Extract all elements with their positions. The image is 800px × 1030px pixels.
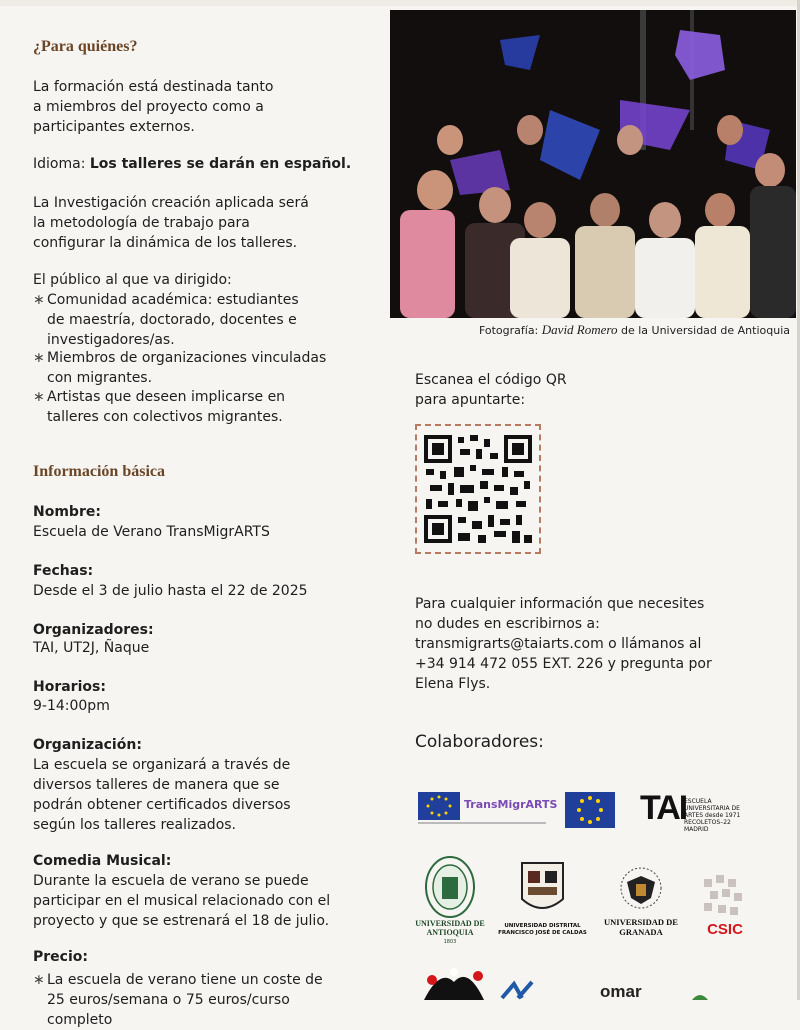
list-item-text: Comunidad académica: estudiantes de maestría, doctorado, docentes e investigadores/as. (47, 292, 299, 348)
bullet-star-icon: ∗ (33, 350, 45, 366)
idioma-label: Idioma: (33, 156, 86, 172)
tai-logo (640, 788, 760, 832)
jester-hat-icon (420, 962, 490, 1000)
csic-logo (700, 875, 750, 943)
comedia-label: Comedia Musical: (33, 853, 172, 869)
list-item-text: Artistas que deseen implicarse en talleres con colectivos migrantes. (47, 389, 286, 425)
publico-intro: El público al que va dirigido: (33, 272, 232, 288)
intro-paragraph: La formación está destinada tanto a miembros del proyecto como a participantes externos. (33, 79, 274, 135)
tai-subtitle: ESCUELA UNIVERSITARIA DE ARTES desde 1971 RECOLETOS–22 MADRID (684, 798, 741, 833)
caption-prefix: Fotografía: (478, 324, 539, 337)
nombre-label: Nombre: (33, 504, 101, 520)
organizacion-label: Organización: (33, 737, 142, 753)
antioquia-seal-icon (414, 855, 486, 919)
fechas-label: Fechas: (33, 563, 94, 579)
idioma-value: Los talleres se darán en español. (89, 156, 352, 172)
colaboradores-heading: Colaboradores: (415, 732, 544, 752)
list-item-text: La escuela de verano tiene un coste de 25 euros/semana o 75 euros/curso completo (47, 972, 323, 1028)
organizacion-value: La escuela se organizará a través de diversos talleres de manera que se podrán obtener certificados diversos según los talleres realizados. (33, 757, 291, 833)
qr-code[interactable] (424, 435, 532, 543)
csic-emblem-icon (700, 875, 750, 921)
list-item-text: Miembros de organizaciones vinculadas con migrantes. (47, 350, 327, 386)
distrital-name: UNIVERSIDAD DISTRITAL FRANCISCO JOSÉ DE CALDAS (498, 923, 587, 936)
section-heading-informacion: Información básica (33, 463, 165, 480)
photo-caption (390, 322, 790, 338)
distrital-shield-icon (495, 855, 590, 921)
transmigrarts-wordmark: TransMigrARTS (464, 798, 558, 811)
distrital-logo (495, 855, 590, 945)
caption-suffix: de la Universidad de Antioquia (620, 324, 790, 337)
bullet-star-icon: ∗ (33, 389, 45, 405)
organizadores-value: TAI, UT2J, Ñaque (33, 640, 150, 656)
omar-logo: omar (600, 982, 642, 1001)
csic-wordmark: CSIC (707, 921, 743, 938)
granada-eagle-icon (603, 862, 679, 914)
precio-label: Precio: (33, 949, 88, 965)
comedia-value: Durante la escuela de verano se puede participar en el musical relacionado con el proyecto y que se estrenará el 18 de julio. (33, 873, 331, 929)
dancers-photo (390, 10, 796, 318)
organizadores-label: Organizadores: (33, 622, 154, 638)
section-heading-para-quienes: ¿Para quiénes? (33, 38, 138, 55)
nombre-value: Escuela de Verano TransMigrARTS (33, 524, 270, 540)
horarios-label: Horarios: (33, 679, 106, 695)
eu-flag-icon (565, 792, 615, 828)
antioquia-name: UNIVERSIDAD DE ANTIOQUIA (415, 919, 485, 937)
photo-illustration (390, 10, 796, 318)
methodology-paragraph: La Investigación creación aplicada será la metodología de trabajo para configurar la dinámica de los talleres. (33, 195, 309, 251)
contact-info: Para cualquier información que necesites no dudes en escribirnos a: transmigrarts@taiarts.com o llámanos al +34 914 472 055 EXT. 226 y pregunta por Elena Flys. (415, 596, 712, 692)
green-leaf-icon (690, 990, 710, 1000)
horarios-value: 9-14:00pm (33, 698, 110, 714)
wave-logo-icon (500, 980, 540, 1000)
granada-logo (603, 862, 679, 942)
antioquia-year: 1803 (443, 939, 457, 945)
fechas-value: Desde el 3 de julio hasta el 22 de 2025 (33, 583, 308, 599)
top-strip (0, 0, 800, 6)
idioma-line (33, 154, 353, 174)
granada-name: UNIVERSIDAD DE GRANADA (604, 917, 678, 937)
antioquia-logo (414, 855, 486, 945)
qr-prompt: Escanea el código QR para apuntarte: (415, 372, 567, 408)
caption-photographer: David Romero (541, 322, 618, 337)
tai-wordmark: TAI (640, 789, 687, 827)
bullet-star-icon: ∗ (33, 292, 45, 308)
transmigrarts-logo (418, 790, 558, 830)
bullet-star-icon: ∗ (33, 972, 45, 988)
